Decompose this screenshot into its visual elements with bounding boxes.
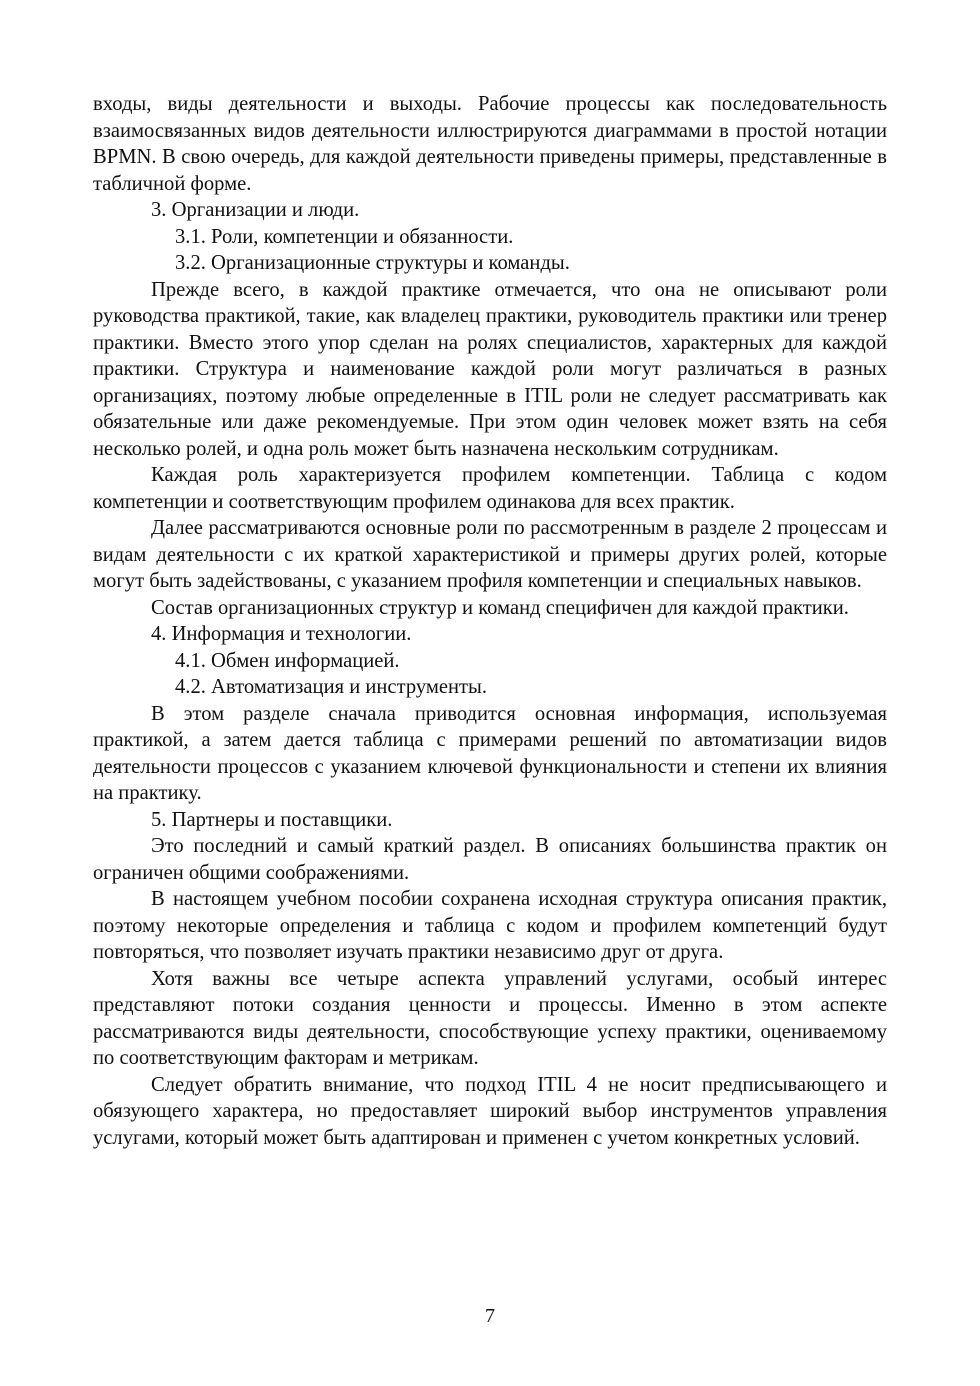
section-3-heading: 3. Организации и люди. [151, 199, 360, 221]
paragraph-structures: Состав организационных структур и команд специфичен для каждой практики. [151, 596, 849, 619]
subsection-4-1-heading: 4.1. Обмен информацией. [175, 649, 400, 672]
paragraph-aspects: Хотя важны все четыре аспекта управлений услугами, особый интерес представляют потоки создания ценности и процессы. Именно в этом аспекте рассматриваются виды деятельности, способствующие успеху практики, оцениваемому по соответствующим факторам и метрикам. [93, 967, 887, 1069]
subsection-3-2-heading: 3.2. Организационные структуры и команды. [175, 252, 570, 274]
paragraph-roles: Прежде всего, в каждой практике отмечается, что она не описывают роли руководства практикой, такие, как владелец практики, руководитель практики или тренер практики. Вместо этого упор сделан на ролях специалистов, характерных для каждой практики. Структура и наименование каждой роли могут различаться в разных организациях, поэтому любые определенные в ITIL роли не следует рассматривать как обязательные или даже рекомендуемые. При этом один человек может взять на себя несколько ролей, и одна роль может быть назначена нескольким сотрудникам. [93, 278, 887, 460]
paragraph-competence: Каждая роль характеризуется профилем компетенции. Таблица с кодом компетенции и соответствующим профилем одинакова для всех практик. [93, 464, 887, 513]
paragraph-itil4: Следует обратить внимание, что подход ITIL 4 не носит предписывающего и обязующего характера, но предоставляет широкий выбор инструментов управления услугами, который может быть адаптирован и применен с учетом конкретных условий. [93, 1073, 887, 1149]
paragraph-structure-kept: В настоящем учебном пособии сохранена исходная структура описания практик, поэтому некоторые определения и таблица с кодом и профилем компетенций будут повторяться, что позволяет изучать практики независимо друг от друга. [93, 888, 887, 963]
subsection-4-2-heading: 4.2. Автоматизация и инструменты. [175, 676, 488, 698]
section-4-heading: 4. Информация и технологии. [151, 623, 412, 645]
section-5-heading: 5. Партнеры и поставщики. [151, 808, 393, 831]
paragraph-info: В этом разделе сначала приводится основная информация, используемая практикой, а затем дается таблица с примерами решений по автоматизации видов деятельности процессов с указанием ключевой функциональности и степени их влияния на практику. [93, 702, 887, 804]
paragraph-partners: Это последний и самый краткий раздел. В описаниях большинства практик он ограничен общими соображениями. [93, 835, 887, 884]
subsection-3-1-heading: 3.1. Роли, компетенции и обязанности. [175, 225, 514, 248]
page-number: 7 [485, 1305, 495, 1327]
page-body [93, 91, 887, 1151]
paragraph-main-roles: Далее рассматриваются основные роли по рассмотренным в разделе 2 процессам и видам деятельности с их краткой характеристикой и примеры других ролей, которые могут быть задействованы, с указанием профиля компетенции и специальных навыков. [93, 517, 887, 592]
paragraph-intro: входы, виды деятельности и выходы. Рабочие процессы как последовательность взаимосвязанных видов деятельности иллюстрируются диаграммами в простой нотации BPMN. В свою очередь, для каждой деятельности приведены примеры, представленные в табличной форме. [93, 93, 887, 195]
